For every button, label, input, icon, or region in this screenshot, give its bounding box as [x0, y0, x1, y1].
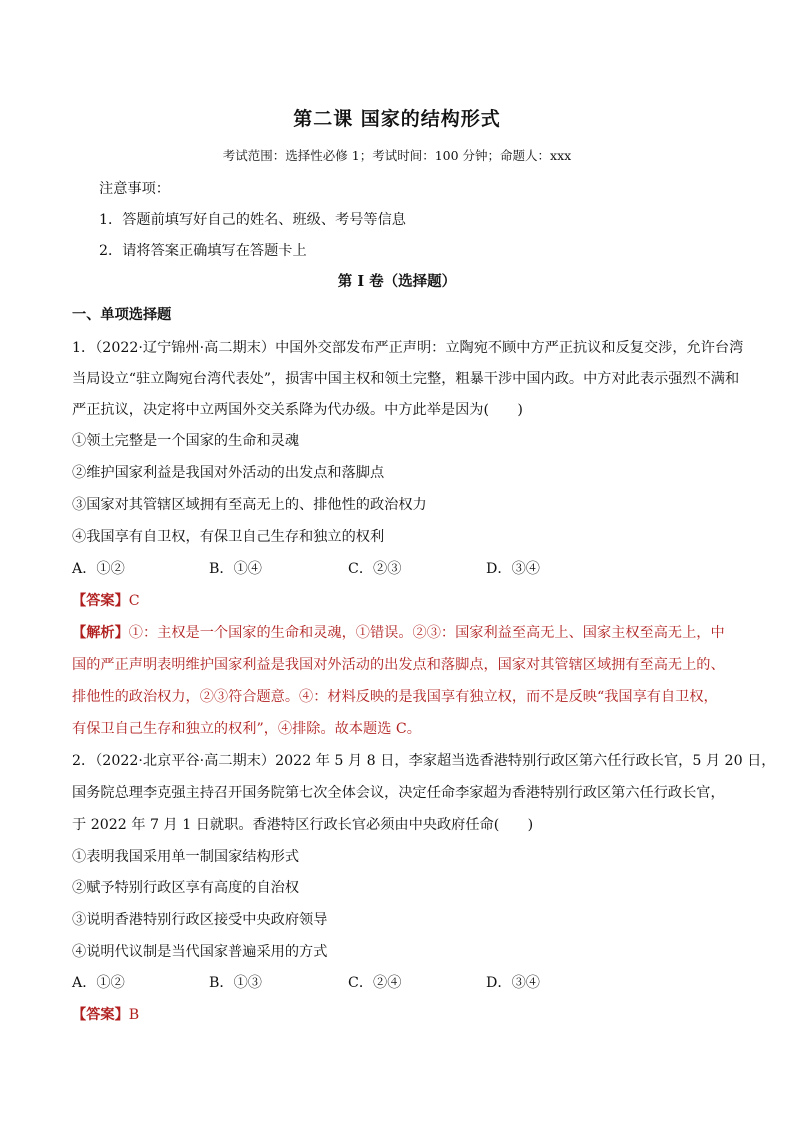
question-1-answer — [72, 590, 140, 610]
question-2-answer — [72, 1004, 139, 1024]
option-b[interactable]: B．①④ — [209, 561, 262, 577]
page-title: 第二课 国家的结构形式 — [293, 108, 501, 130]
section-title: 第 I 卷（选择题） — [337, 273, 457, 290]
question-2-text: 于 2022 年 7 月 1 日就职。香港特区行政长官必须由中央政府任命( ) — [72, 817, 534, 833]
option-d[interactable]: D．③④ — [486, 561, 540, 577]
answer-value: B — [128, 1007, 140, 1023]
answer-label: 【答案】 — [72, 593, 129, 609]
notice-item: 2．请将答案正确填写在答题卡上 — [99, 243, 307, 259]
answer-label: 【答案】 — [72, 1007, 129, 1023]
analysis-text: 排他性的政治权力，②③符合题意。④：材料反映的是我国享有独立权，而不是反映“我国享有自卫权， — [72, 689, 718, 705]
option-a[interactable]: A．①② — [72, 561, 125, 577]
analysis-label: 【解析】 — [72, 625, 129, 641]
analysis-text: 有保卫自己生存和独立的权利”，④排除。故本题选 C。 — [72, 721, 421, 737]
answer-value: C — [128, 593, 140, 609]
question-2-item: ③说明香港特别行政区接受中央政府领导 — [72, 912, 328, 928]
notice-item: 1．答题前填写好自己的姓名、班级、考号等信息 — [99, 212, 406, 228]
option-c[interactable]: C．②④ — [348, 975, 402, 991]
question-1-item: ④我国享有自卫权，有保卫自己生存和独立的权利 — [72, 529, 385, 545]
analysis-text: 国的严正声明表明维护国家利益是我国对外活动的出发点和落脚点，国家对其管辖区域拥有至高无上的、 — [72, 657, 725, 673]
question-1-item: ①领土完整是一个国家的生命和灵魂 — [72, 433, 300, 449]
question-1-analysis — [72, 622, 725, 642]
question-1-text: 严正抗议，决定将中立两国外交关系降为代办级。中方此举是因为( ) — [72, 402, 523, 418]
option-d[interactable]: D．③④ — [486, 975, 540, 991]
question-2-item: ④说明代议制是当代国家普遍采用的方式 — [72, 944, 328, 960]
part-title: 一、单项选择题 — [72, 307, 172, 323]
question-2-item: ①表明我国采用单一制国家结构形式 — [72, 849, 300, 865]
question-1-item: ③国家对其管辖区域拥有至高无上的、排他性的政治权力 — [72, 497, 427, 513]
question-2-text: 2．（2022·北京平谷·高二期末）2022 年 5 月 8 日，李家超当选香港特别行政区第六任行政长官，5 月 20 日， — [72, 753, 776, 769]
notice-heading: 注意事项： — [99, 181, 170, 197]
question-1-text: 当局设立“驻立陶宛台湾代表处”，损害中国主权和领土完整，粗暴干涉中国内政。中方对此表示强烈不满和 — [72, 371, 740, 387]
question-2-item: ②赋予特别行政区享有高度的自治权 — [72, 880, 300, 896]
option-c[interactable]: C．②③ — [348, 561, 402, 577]
question-2-text: 国务院总理李克强主持召开国务院第七次全体会议，决定任命李家超为香港特别行政区第六任行政长官， — [72, 785, 725, 801]
exam-info: 考试范围：选择性必修 1；考试时间：100 分钟；命题人：xxx — [222, 148, 572, 163]
option-a[interactable]: A．①② — [72, 975, 125, 991]
option-b[interactable]: B．①③ — [209, 975, 262, 991]
question-1-item: ②维护国家利益是我国对外活动的出发点和落脚点 — [72, 465, 385, 481]
analysis-text: ①：主权是一个国家的生命和灵魂，①错误。②③：国家利益至高无上、国家主权至高无上，中 — [128, 625, 725, 641]
question-1-text: 1．（2022·辽宁锦州·高二期末）中国外交部发布严正声明：立陶宛不顾中方严正抗议和反复交涉，允许台湾 — [72, 340, 744, 356]
